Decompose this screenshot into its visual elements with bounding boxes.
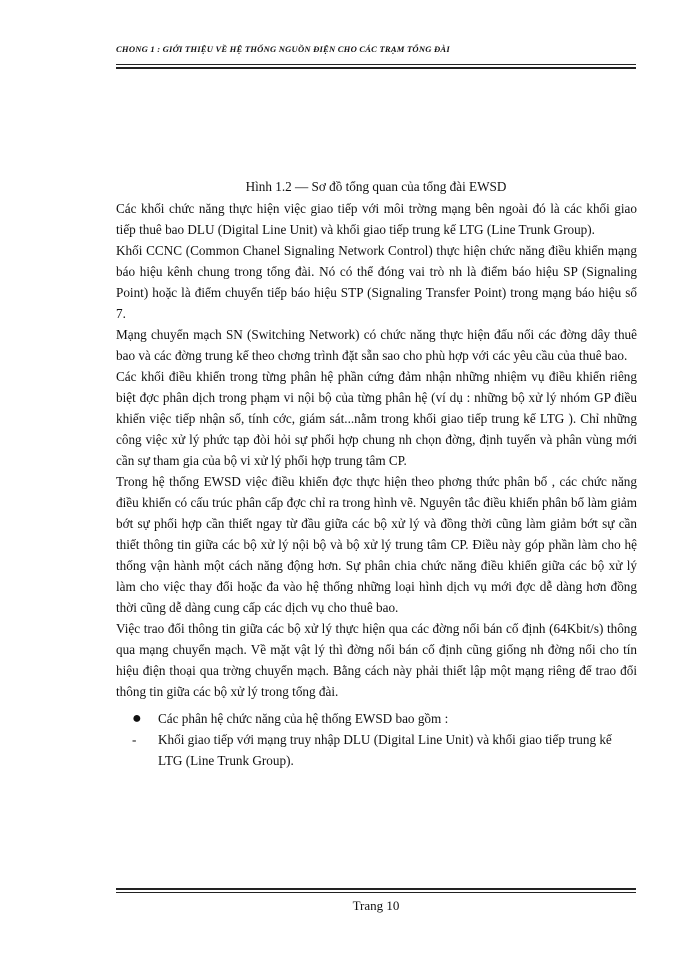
bullet-item <box>116 708 637 729</box>
paragraph: Các khối điều khiển trong từng phân hệ phần cứng đảm nhận những nhiệm vụ điều khiển riêng biệt đợc phân dịch trong phạm vi nội bộ của từng phân hệ (ví dụ : những bộ xử lý nhóm GP điều khiển việc tiếp nhận số, tính cớc, giám sát...nằm trong khối giao tiếp trung kế LTG ). Chỉ những công việc xử lý phức tạp đòi hỏi sự phối hợp chung nh chọn đờng, định tuyến và phân vùng mới cần sự tham gia của bộ vi xử lý phối hợp trung tâm CP. <box>116 369 637 468</box>
bullet-text: Các phân hệ chức năng của hệ thống EWSD bao gồm : <box>158 711 449 726</box>
page-number: Trang 10 <box>352 898 400 913</box>
figure-caption: Hình 1.2 — Sơ đồ tổng quan của tổng đài EWSD <box>245 179 507 194</box>
dash-icon: - <box>132 732 137 747</box>
header-rule-thin <box>116 64 636 65</box>
paragraph: Mạng chuyển mạch SN (Switching Network) có chức năng thực hiện đấu nối các đờng dây thuê bao và các đờng trung kế theo chơng trình đặt sẵn sao cho phù hợp với các yêu cầu của thuê bao. <box>116 327 637 363</box>
header-rule-thick <box>116 67 636 69</box>
body-text <box>116 198 637 771</box>
bullet-icon: ● <box>132 710 142 727</box>
dash-text: Khối giao tiếp với mạng truy nhập DLU (Digital Line Unit) và khối giao tiếp trung kế LTG (Line Trunk Group). <box>158 732 612 768</box>
dash-item <box>116 729 637 771</box>
running-header: CHONG 1 : GIỚI THIỆU VỀ HỆ THỐNG NGUỒN ĐIỆN CHO CÁC TRẠM TỔNG ĐÀI <box>116 44 450 54</box>
paragraph: Các khối chức năng thực hiện việc giao tiếp với môi trờng mạng bên ngoài đó là các khối giao tiếp thuê bao DLU (Digital Line Unit) và khối giao tiếp trung kế LTG (Line Trunk Group). <box>116 201 637 237</box>
footer-rule-thick <box>116 888 636 890</box>
footer-rule-thin <box>116 892 636 893</box>
paragraph: Việc trao đổi thông tin giữa các bộ xử lý thực hiện qua các đờng nối bán cố định (64Kbit/s) thông qua mạng chuyển mạch. Về mặt vật lý thì đờng nối bán cố định cũng giống nh đờng nối cho tín hiệu điện thoại qua trờng chuyển mạch. Bằng cách này phải thiết lập một mạng riêng để trao đổi thông tin giữa các bộ xử lý trong tổng đài. <box>116 621 637 699</box>
paragraph: Trong hệ thống EWSD việc điều khiển đợc thực hiện theo phơng thức phân bố , các chức năng điều khiển có cấu trúc phân cấp đợc chỉ ra trong hình vẽ. Nguyên tắc điều khiển phân bố làm giảm bớt sự phối hợp cần thiết ngay từ đầu giữa các bộ xử lý và đồng thời cũng làm giảm bớt sự cần thiết thông tin giữa các bộ xử lý nội bộ và bộ xử lý trung tâm CP. Điều này góp phần làm cho hệ thống vận hành một cách năng động hơn. Sự phân chia chức năng điều khiển giữa các bộ xử lý làm cho việc thay đổi hoặc đa vào hệ thống những loại hình dịch vụ mới đợc dễ dàng hơn đồng thời cũng dễ dàng cung cấp các dịch vụ cho thuê bao. <box>116 474 637 615</box>
paragraph: Khối CCNC (Common Chanel Signaling Network Control) thực hiện chức năng điều khiển mạng báo hiệu kênh chung trong tổng đài. Nó có thể đóng vai trò nh là điểm báo hiệu SP (Signaling Point) hoặc là điểm chuyển tiếp báo hiệu STP (Signaling Transfer Point) trong mạng báo hiệu số 7. <box>116 243 637 321</box>
